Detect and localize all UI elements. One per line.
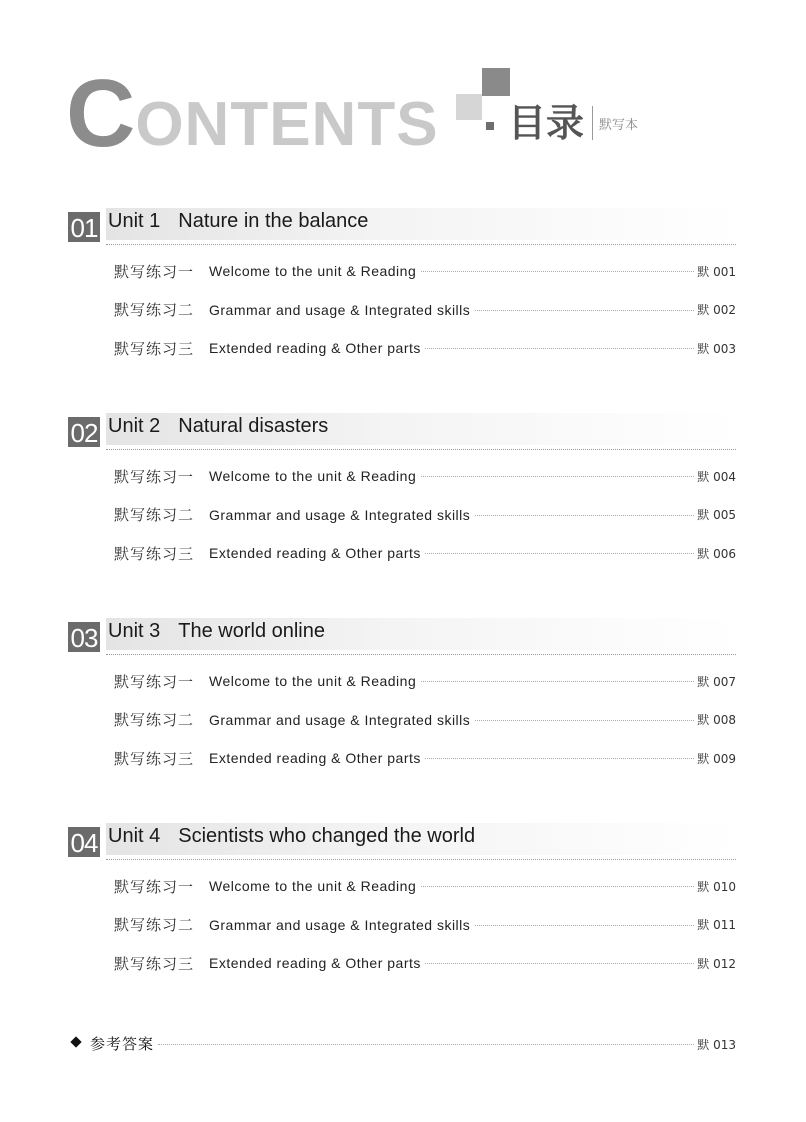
contents-title-rest: ONTENTS [135,90,439,159]
answers-entry[interactable] [68,1033,736,1055]
entry-title: Extended reading & Other parts [209,955,425,971]
decor-square-large [482,68,510,96]
toc-entry[interactable] [68,457,736,496]
toc-entry[interactable] [68,496,736,535]
entry-label: 默写练习二 [114,916,195,935]
contents-title [66,60,439,167]
unit-name: Nature in the balance [178,210,369,232]
unit-label: Unit 3 [108,620,161,642]
entry-title: Welcome to the unit & Reading [209,468,420,484]
contents-subtitle-cn: 默写本 [599,118,639,133]
unit-section-3 [68,618,736,778]
unit-section-1 [68,208,736,368]
entry-title: Extended reading & Other parts [209,545,425,561]
entry-page: 默 003 [697,341,736,356]
unit-dotted-rule [106,859,736,860]
unit-number-badge: 04 [68,827,100,857]
entry-label: 默写练习一 [114,877,195,896]
entry-title: Extended reading & Other parts [209,750,425,766]
unit-label: Unit 1 [108,210,161,232]
unit-number-badge: 02 [68,417,100,447]
entry-page: 默 005 [697,508,736,523]
entry-page: 默 004 [697,469,736,484]
entry-page: 默 001 [697,264,736,279]
entry-title: Welcome to the unit & Reading [209,263,420,279]
unit-header [68,413,736,447]
entry-title: Grammar and usage & Integrated skills [209,302,474,318]
entry-title: Grammar and usage & Integrated skills [209,917,474,933]
unit-section-4 [68,823,736,983]
entry-title: Grammar and usage & Integrated skills [209,507,474,523]
entry-label: 默写练习一 [114,262,195,281]
entry-label: 默写练习三 [114,339,195,358]
toc-entry[interactable] [68,739,736,778]
unit-dotted-rule [106,654,736,655]
entry-page: 默 002 [697,303,736,318]
toc-entry[interactable] [68,701,736,740]
entry-label: 默写练习一 [114,672,195,691]
entry-page: 默 010 [697,879,736,894]
decor-square-light [456,94,482,120]
unit-title[interactable] [108,210,368,233]
toc-entry[interactable] [68,534,736,573]
toc-entry[interactable] [68,291,736,330]
unit-header [68,618,736,652]
toc-entry[interactable] [68,906,736,945]
entry-label: 默写练习三 [114,749,195,768]
unit-items [68,457,736,573]
entry-page: 默 009 [697,751,736,766]
unit-items [68,662,736,778]
toc-entry[interactable] [68,252,736,291]
unit-name: The world online [178,620,325,642]
entry-label: 默写练习三 [114,954,195,973]
entry-label: 默写练习二 [114,711,195,730]
toc-entry[interactable] [68,867,736,906]
unit-label: Unit 2 [108,415,161,437]
answers-label: 参考答案 [90,1033,158,1054]
entry-page: 默 007 [697,674,736,689]
entry-page: 默 011 [697,918,736,933]
contents-header [66,60,766,167]
decor-square-small [486,122,494,130]
entry-label: 默写练习一 [114,467,195,486]
unit-dotted-rule [106,449,736,450]
dot-leader [158,1044,694,1045]
unit-number-badge: 03 [68,622,100,652]
unit-header [68,823,736,857]
unit-title[interactable] [108,620,325,643]
unit-title[interactable] [108,415,328,438]
contents-title-initial: C [66,60,134,167]
entry-title: Extended reading & Other parts [209,340,425,356]
unit-items [68,867,736,983]
unit-title[interactable] [108,825,475,848]
contents-title-cn: 目录 [508,101,585,145]
answers-page: 默 013 [697,1038,736,1052]
unit-label: Unit 4 [108,825,161,847]
unit-number-badge: 01 [68,212,100,242]
unit-dotted-rule [106,244,736,245]
entry-label: 默写练习二 [114,506,195,525]
diamond-bullet-icon [70,1036,81,1047]
unit-header [68,208,736,242]
unit-items [68,252,736,368]
entry-label: 默写练习二 [114,301,195,320]
title-divider [592,106,593,140]
unit-name: Scientists who changed the world [178,825,476,847]
entry-page: 默 008 [697,713,736,728]
toc-entry[interactable] [68,662,736,701]
entry-title: Welcome to the unit & Reading [209,673,420,689]
toc-entry[interactable] [68,329,736,368]
entry-page: 默 006 [697,546,736,561]
unit-section-2 [68,413,736,573]
entry-label: 默写练习三 [114,544,195,563]
toc-entry[interactable] [68,944,736,983]
unit-name: Natural disasters [178,415,329,437]
entry-title: Welcome to the unit & Reading [209,878,420,894]
entry-title: Grammar and usage & Integrated skills [209,712,474,728]
entry-page: 默 012 [697,956,736,971]
